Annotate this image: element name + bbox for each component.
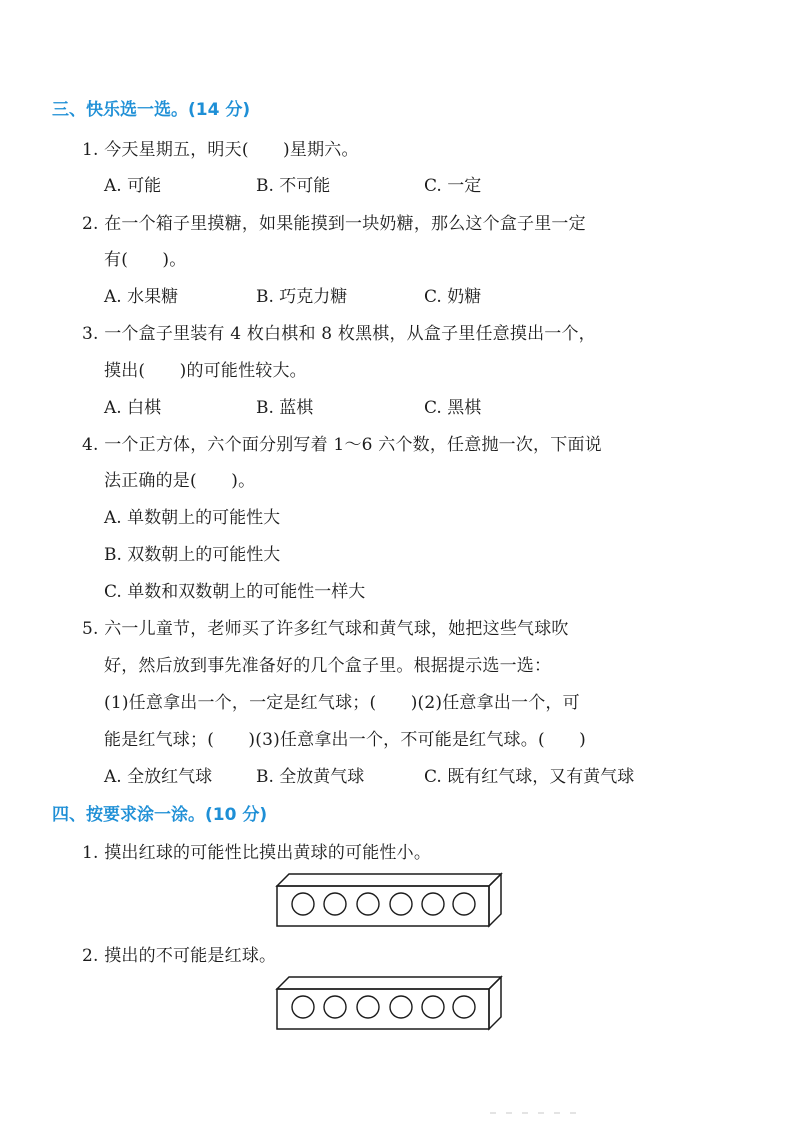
box-top-face xyxy=(277,977,501,989)
section-4-question-2: 2. 摸出的不可能是红球。 xyxy=(82,946,277,966)
ball-circle xyxy=(292,893,314,915)
ball-circle xyxy=(324,893,346,915)
question-1-text: 1. 今天星期五，明天( )星期六。 xyxy=(82,140,359,160)
question-3-line-1: 3. 一个盒子里装有 4 枚白棋和 8 枚黑棋，从盒子里任意摸出一个， xyxy=(82,324,596,344)
section-3-title: 三、快乐选一选。(14 分) xyxy=(52,100,251,120)
ball-circle xyxy=(453,996,475,1018)
box-side-face xyxy=(489,874,501,926)
question-2-line-1: 2. 在一个箱子里摸糖，如果能摸到一块奶糖，那么这个盒子里一定 xyxy=(82,214,586,234)
footer-dash-mark xyxy=(490,1112,580,1114)
q1-option-c: C. 一定 xyxy=(424,176,482,196)
ball-circle xyxy=(390,996,412,1018)
q3-option-c: C. 黑棋 xyxy=(424,398,482,418)
q4-option-b: B. 双数朝上的可能性大 xyxy=(104,545,281,565)
q5-option-b: B. 全放黄气球 xyxy=(256,767,365,787)
question-5-line-2: 好，然后放到事先准备好的几个盒子里。根据提示选一选： xyxy=(104,656,552,676)
ball-circle xyxy=(422,893,444,915)
box-front-face xyxy=(277,989,489,1029)
q3-option-b: B. 蓝棋 xyxy=(256,398,314,418)
ball-box-1-drawing xyxy=(275,872,503,928)
ball-box-2-drawing xyxy=(275,975,503,1031)
ball-box-2 xyxy=(275,975,503,1031)
ball-circle xyxy=(453,893,475,915)
ball-circle xyxy=(422,996,444,1018)
q5-option-a: A. 全放红气球 xyxy=(104,767,213,787)
question-2-line-2: 有( )。 xyxy=(104,250,187,270)
question-5-line-4: 能是红气球；( )(3)任意拿出一个，不可能是红气球。( ) xyxy=(104,730,587,750)
ball-circle xyxy=(324,996,346,1018)
q2-option-c: C. 奶糖 xyxy=(424,287,482,307)
question-5-line-1: 5. 六一儿童节，老师买了许多红气球和黄气球，她把这些气球吹 xyxy=(82,619,569,639)
ball-box-1 xyxy=(275,872,503,928)
section-4-title: 四、按要求涂一涂。(10 分) xyxy=(52,805,268,825)
q2-option-b: B. 巧克力糖 xyxy=(256,287,348,307)
box-side-face xyxy=(489,977,501,1029)
ball-circle xyxy=(292,996,314,1018)
box-top-face xyxy=(277,874,501,886)
ball-circle xyxy=(357,893,379,915)
ball-circle xyxy=(357,996,379,1018)
question-4-line-1: 4. 一个正方体，六个面分别写着 1～6 六个数，任意抛一次，下面说 xyxy=(82,435,602,455)
q1-option-b: B. 不可能 xyxy=(256,176,331,196)
question-4-line-2: 法正确的是( )。 xyxy=(104,471,256,491)
q1-option-a: A. 可能 xyxy=(104,176,162,196)
q2-option-a: A. 水果糖 xyxy=(104,287,179,307)
q5-option-c: C. 既有红气球，又有黄气球 xyxy=(424,767,635,787)
q4-option-c: C. 单数和双数朝上的可能性一样大 xyxy=(104,582,366,602)
box-front-face xyxy=(277,886,489,926)
q4-option-a: A. 单数朝上的可能性大 xyxy=(104,508,281,528)
ball-circle xyxy=(390,893,412,915)
q3-option-a: A. 白棋 xyxy=(104,398,162,418)
question-5-line-3: (1)任意拿出一个，一定是红气球；( )(2)任意拿出一个，可 xyxy=(104,693,580,713)
question-3-line-2: 摸出( )的可能性较大。 xyxy=(104,361,307,381)
section-4-question-1: 1. 摸出红球的可能性比摸出黄球的可能性小。 xyxy=(82,843,432,863)
